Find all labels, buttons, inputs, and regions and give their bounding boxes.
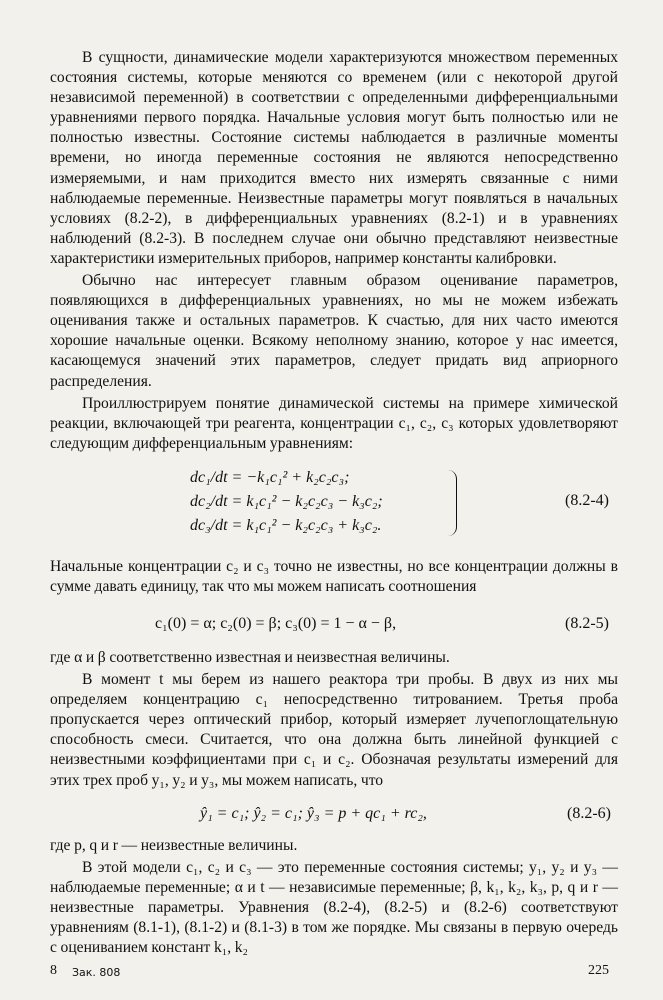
equation-line-dc2: dc₂/dt = k₁c₁² − k₂c₂c₃ − k₃c₂; <box>190 493 383 510</box>
equation-line-dc3: dc₃/dt = k₁c₁² − k₂c₂c₃ + k₃c₂. <box>190 517 382 534</box>
text-block-4 <box>50 836 618 959</box>
equation-number-8-2-6: (8.2-6) <box>567 805 611 822</box>
equation-system-8-2-4 <box>190 466 620 544</box>
text-block-1 <box>50 48 618 454</box>
equation-number-8-2-4: (8.2-4) <box>565 492 609 509</box>
equation-number-8-2-5: (8.2-5) <box>565 615 609 632</box>
footer-order-number: Зак. 808 <box>72 966 121 979</box>
right-brace <box>448 470 457 536</box>
paragraph-model-summary: В этой модели c₁, c₂ и c₃ — это переменные состояния системы; y₁, y₂ и y₃ — наблюдаемые переменные; α и t — независимые переменные; β, k₁, k₂, k₃, p, q и r — неизвестные параметры. Уравнения (8.2-4), (8.2-5) и (8.2-6) соответствуют уравнениям (8.1-1), (8.1-2) и (8.1-3) в том же порядке. Мы связаны в первую очередь с оцениванием констант k₁, k₂ <box>50 859 618 957</box>
footer-signature-mark: 8 <box>50 963 57 978</box>
paragraph-chemical-example: Проиллюстрируем понятие динамической системы на примере химической реакции, включающей три реагента, концентрации c₁, c₂, c₃ которых удовлетворяют следующим дифференциальным уравнениям: <box>50 394 618 452</box>
text-block-2 <box>50 557 618 597</box>
paragraph-alpha-beta: где α и β соответственно известная и неизвестная величины. <box>50 649 450 666</box>
paragraph-pqr: где p, q и r — неизвестные величины. <box>50 837 298 854</box>
equation-line-dc1: dc₁/dt = −k₁c₁² + k₂c₂c₃; <box>190 469 350 486</box>
page-number: 225 <box>588 963 609 978</box>
paragraph-parameter-estimation: Обычно нас интересует главным образом оценивание параметров, появляющихся в дифференциальных уравнениях, но мы не можем избежать оценивания также и остальных параметров. К счастью, для них часто имеются хорошие начальные оценки. Всякому неполному знанию, которое у нас имеется, касающемуся значений этих параметров, следует придать вид априорного распределения. <box>50 272 618 390</box>
paragraph-initial-concentrations: Начальные концентрации c₂ и c₃ точно не известны, но все концентрации должны в сумме давать единицу, так что мы можем написать соотношения <box>50 558 618 596</box>
equation-initial-conditions: c₁(0) = α; c₂(0) = β; c₃(0) = 1 − α − β, <box>155 615 397 632</box>
equation-observations: ŷ₁ = c₁; ŷ₂ = c₁; ŷ₃ = p + qc₁ + rc₂, <box>200 805 427 822</box>
text-block-3 <box>50 648 618 791</box>
paragraph-measurements: В момент t мы берем из нашего реактора три пробы. В двух из них мы определяем концентрацию c₁ непосредственно титрованием. Третья проба пропускается через оптический прибор, который измеряет лучепоглощательную способность смеси. Считается, что она должна быть линейной функцией с неизвестными коэффициентами при c₁ и c₂. Обозначая результаты измерений для этих трех проб y₁, y₂ и y₃, мы можем написать, что <box>50 671 618 789</box>
paragraph-dynamic-models: В сущности, динамические модели характеризуются множеством переменных состояния системы, которые меняются со временем (или с некоторой другой независимой переменной) в соответствии с определенными дифференциальными уравнениями первого порядка. Начальные условия могут быть полностью или не полностью известны. Состояние системы наблюдается в различные моменты времени, но иногда переменные состояния не являются непосредственно измеряемыми, и нам приходится вместо них измерять связанные с ними наблюдаемые переменные. Неизвестные параметры могут появляться в начальных условиях (8.2-2), в дифференциальных уравнениях (8.2-1) и в уравнениях наблюдений (8.2-3). В последнем случае они обычно представляют неизвестные характеристики измерительных приборов, например константы калибровки. <box>50 49 618 267</box>
